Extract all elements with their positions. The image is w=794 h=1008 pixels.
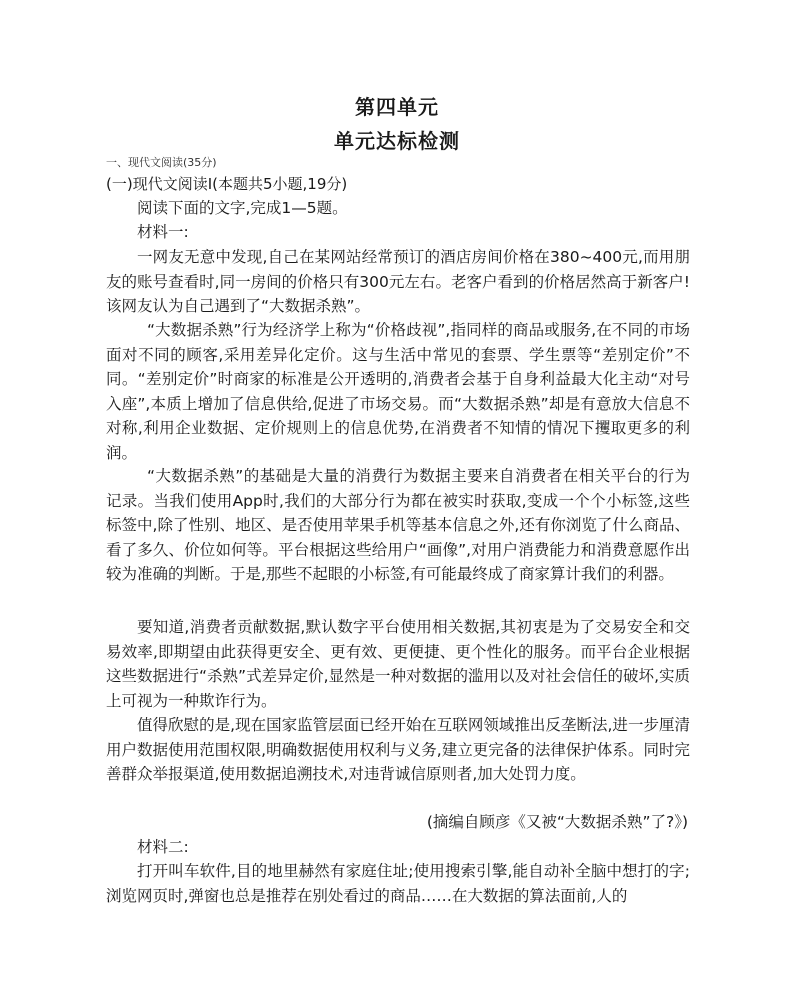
section-heading: 一、现代文阅读(35分) <box>106 156 217 169</box>
page-subtitle: 单元达标检测 <box>334 129 460 153</box>
part-heading: (一)现代文阅读Ⅰ(本题共5小题,19分) <box>106 175 348 193</box>
paragraph-6: 打开叫车软件,目的地里赫然有家庭住址;使用搜索引擎,能自动补全脑中想打的字;浏览网页时,弹窗也总是推荐在别处看过的商品……在大数据的算法面前,人的 <box>106 862 690 905</box>
source-citation: (摘编自顾彦《又被“大数据杀熟”了?》) <box>426 813 688 831</box>
paragraph-3: “大数据杀熟”的基础是大量的消费行为数据主要来自消费者在相关平台的行为记录。当我们使用App时,我们的大部分行为都在被实时获取,变成一个个小标签,这些标签中,除了性别、地区、是否使用苹果手机等基本信息之外,还有你浏览了什么商品、看了多久、价位如何等。平台根据这些给用户“画像”,对用户消费能力和消费意愿作出较为准确的判断。于是,那些不起眼的小标签,有可能最终成了商家算计我们的利器。 <box>106 467 690 583</box>
paragraph-1: 一网友无意中发现,自己在某网站经常预订的酒店房间价格在380~400元,而用朋友的账号查看时,同一房间的价格只有300元左右。老客户看到的价格居然高于新客户!该网友认为自己遇到了“大数据杀熟”。 <box>106 248 690 315</box>
material-2-label: 材料二: <box>137 838 189 856</box>
instruction-text: 阅读下面的文字,完成1—5题。 <box>137 199 348 217</box>
page-title: 第四单元 <box>355 95 439 119</box>
paragraph-2: “大数据杀熟”行为经济学上称为“价格歧视”,指同样的商品或服务,在不同的市场面对不同的顾客,采用差异化定价。这与生活中常见的套票、学生票等“差别定价”不同。“差别定价”时商家的标准是公开透明的,消费者会基于自身利益最大化主动“对号入座”,本质上增加了信息供给,促进了市场交易。而“大数据杀熟”却是有意放大信息不对称,利用企业数据、定价规则上的信息优势,在消费者不知情的情况下攫取更多的利润。 <box>106 321 690 462</box>
paragraph-5: 值得欣慰的是,现在国家监管层面已经开始在互联网领域推出反垄断法,进一步厘清用户数据使用范围权限,明确数据使用权利与义务,建立更完备的法律保护体系。同时完善群众举报渠道,使用数据追溯技术,对违背诚信原则者,加大处罚力度。 <box>106 716 690 783</box>
material-1-label: 材料一: <box>137 223 189 241</box>
paragraph-4: 要知道,消费者贡献数据,默认数字平台使用相关数据,其初衷是为了交易安全和交易效率,即期望由此获得更安全、更有效、更便捷、更个性化的服务。而平台企业根据这些数据进行“杀熟”式差异定价,显然是一种对数据的滥用以及对社会信任的破坏,实质上可视为一种欺诈行为。 <box>106 618 690 710</box>
